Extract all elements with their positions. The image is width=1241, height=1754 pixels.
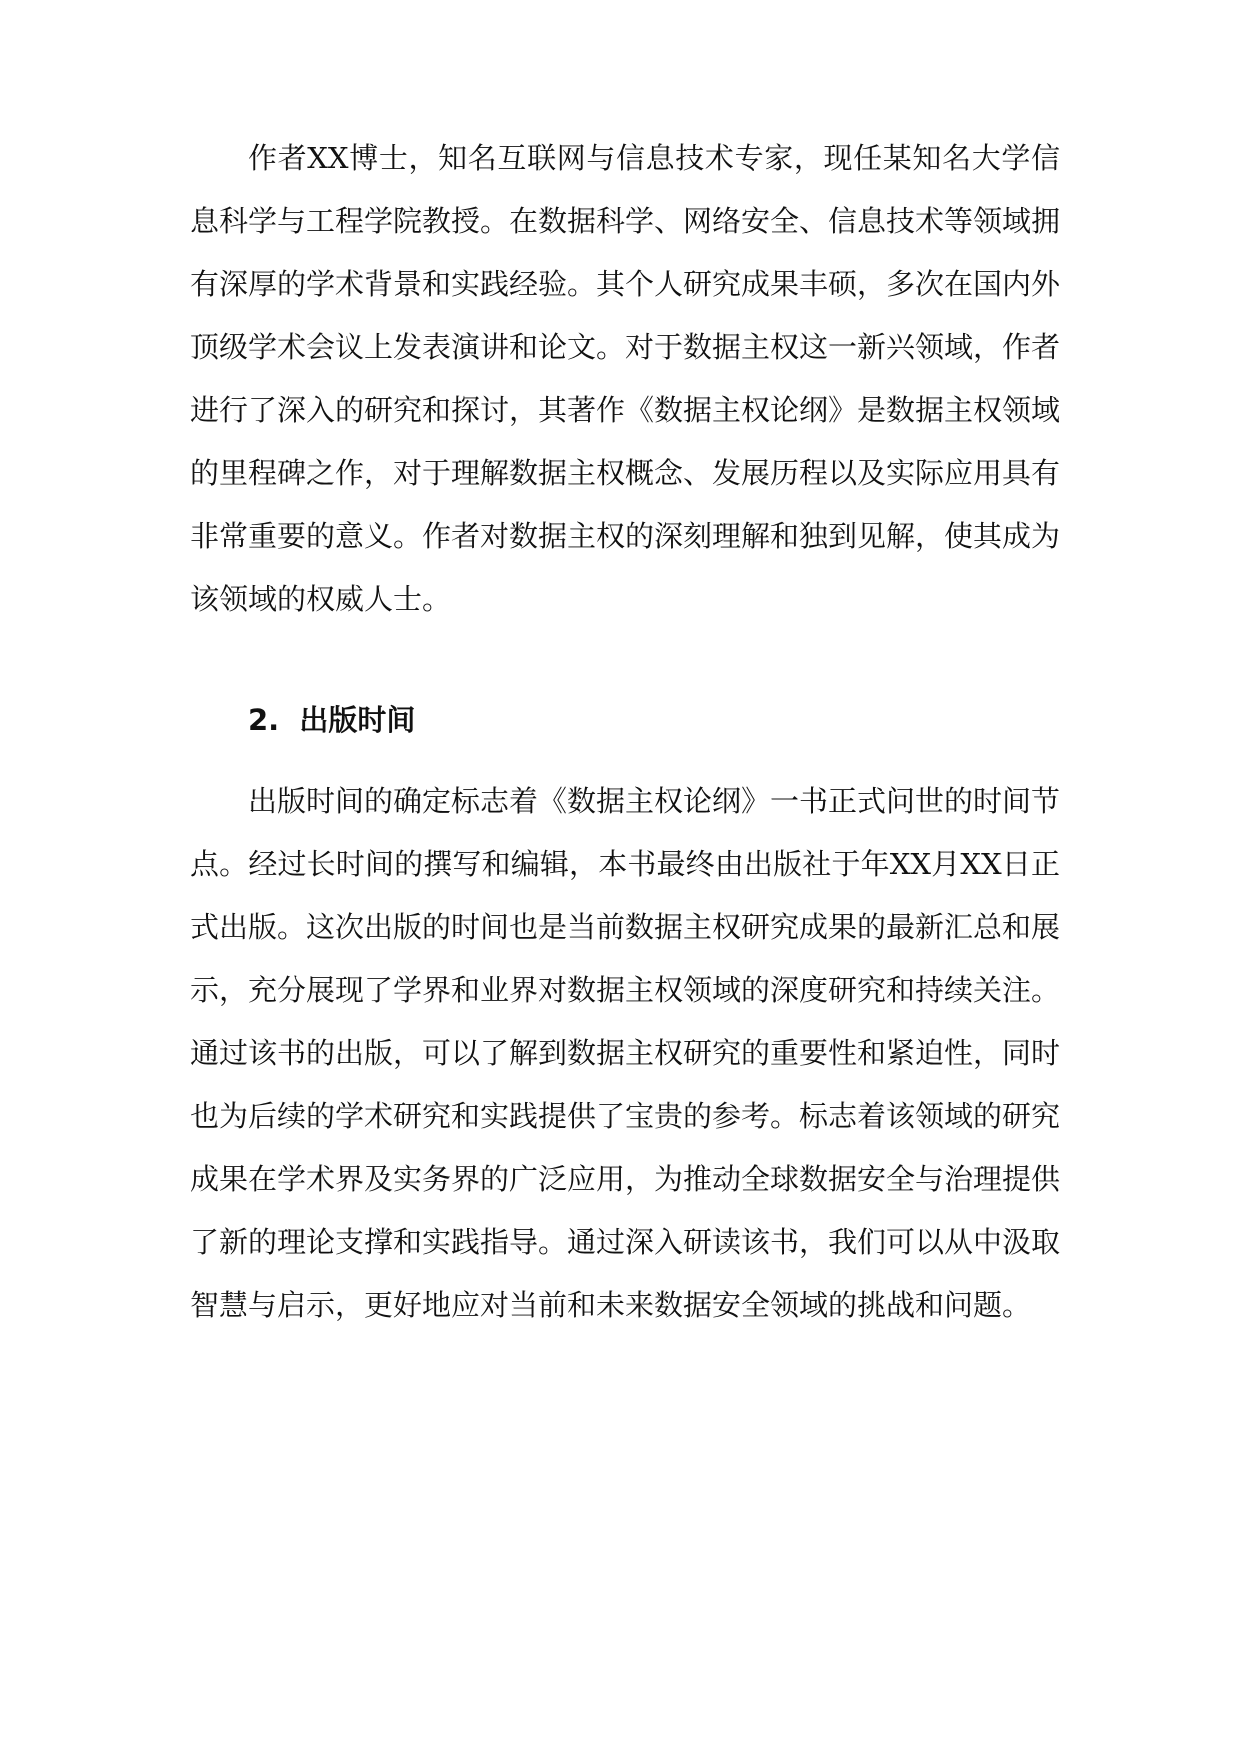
paragraph-line: 非常重要的意义。作者对数据主权的深刻理解和独到见解，使其成为 <box>190 519 1061 553</box>
paragraph-line: 该领域的权威人士。 <box>190 582 452 616</box>
paragraph-line: 式出版。这次出版的时间也是当前数据主权研究成果的最新汇总和展 <box>190 910 1061 944</box>
paragraph-line: 点。经过长时间的撰写和编辑，本书最终由出版社于年XX月XX日正 <box>190 847 1060 881</box>
paragraph-line: 息科学与工程学院教授。在数据科学、网络安全、信息技术等领域拥 <box>190 204 1061 238</box>
paragraph-line: 了新的理论支撑和实践指导。通过深入研读该书，我们可以从中汲取 <box>190 1225 1061 1259</box>
paragraph-line: 的里程碑之作，对于理解数据主权概念、发展历程以及实际应用具有 <box>190 456 1061 490</box>
paragraph-line: 也为后续的学术研究和实践提供了宝贵的参考。标志着该领域的研究 <box>190 1099 1061 1133</box>
paragraph-line: 智慧与启示，更好地应对当前和未来数据安全领域的挑战和问题。 <box>190 1288 1032 1322</box>
paragraph-line: 通过该书的出版，可以了解到数据主权研究的重要性和紧迫性，同时 <box>190 1036 1061 1070</box>
section-heading <box>248 700 848 740</box>
paragraph-line: 作者XX博士，知名互联网与信息技术专家，现任某知名大学信 <box>248 141 1060 175</box>
paragraph-line: 示，充分展现了学界和业界对数据主权领域的深度研究和持续关注。 <box>190 973 1061 1007</box>
paragraph-line: 有深厚的学术背景和实践经验。其个人研究成果丰硕，多次在国内外 <box>190 267 1061 301</box>
paragraph-line: 出版时间的确定标志着《数据主权论纲》一书正式问世的时间节 <box>248 784 1061 818</box>
paragraph-line: 顶级学术会议上发表演讲和论文。对于数据主权这一新兴领域，作者 <box>190 330 1061 364</box>
heading-title: 出版时间 <box>299 703 416 737</box>
heading-number: 2. <box>248 703 280 737</box>
paragraph-line: 成果在学术界及实务界的广泛应用，为推动全球数据安全与治理提供 <box>190 1162 1061 1196</box>
paragraph-line: 进行了深入的研究和探讨，其著作《数据主权论纲》是数据主权领域 <box>190 393 1061 427</box>
